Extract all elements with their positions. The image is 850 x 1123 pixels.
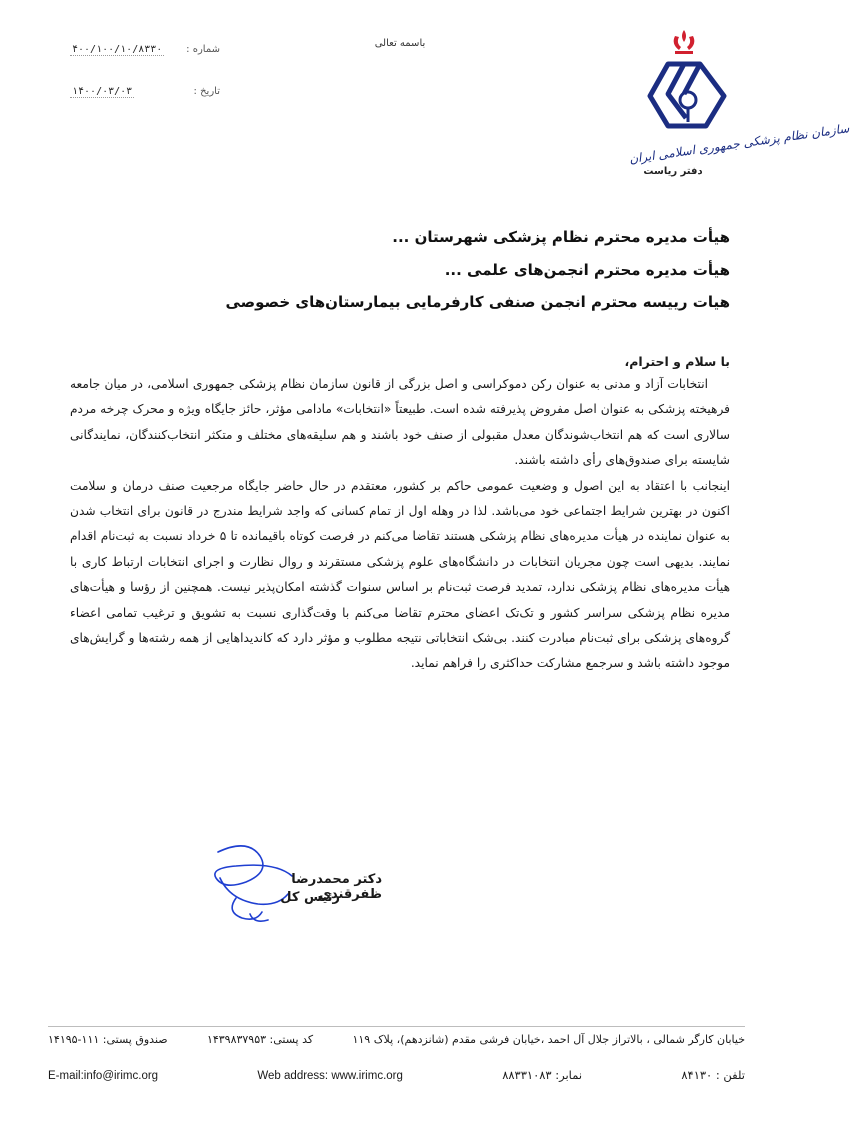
footer-po-box: صندوق پستی: ۱۱۱-۱۴۱۹۵ xyxy=(48,1033,168,1046)
footer-web: Web address: www.irimc.org xyxy=(257,1070,403,1082)
basmala: باسمه تعالی xyxy=(374,38,426,49)
office-label: دفتر ریاست xyxy=(643,166,703,177)
body-paragraph-2: اینجانب با اعتقاد به این اصول و وضعیت عمومی حاکم بر کشور، معتقدم در حال حاضر جایگاه مرجعیت صنف درمان و سلامت اکنون در بهترین شرایط اجتماعی خود می‌باشد. لذا در وهله اول از تمام کسانی که واجد شرایط مندرج در قانون برای انتخاب شدن به عنوان نماینده در هیأت مدیره‌های نظام پزشکی هستند تقاضا می‌کنم در فرصت کوتاه باقیمانده تا ۵ خرداد نسبت به ثبت‌نام اقدام نمایند. بدیهی است چون مجریان انتخابات در دانشگاه‌های علوم پزشکی مستقرند و روال نظارت و اجرای انتخابات ارتباط کاری با هیأت مدیره‌های نظام پزشکی ندارد، تمدید فرصت ثبت‌نام بر اساس سنوات گذشته امکان‌پذیر نیست. همچنین از رؤسا و هیأت‌های مدیره نظام پزشکی سراسر کشور و تک‌تک اعضای محترم تقاضا می‌کنم با وقت‌گذاری نسبت به تشویق و ترغیب تمامی اعضاء گروه‌های پزشکی برای ثبت‌نام مبادرت کنند. بی‌شک انتخاباتی نتیجه مطلوب و مؤثر دارد که کاندیداهایی از همه رشته‌ها و گرایش‌های موجود داشته باشد و سرجمع مشارکت حداکثری را فراهم نماید. xyxy=(70,478,730,671)
greeting: با سلام و احترام، xyxy=(624,354,730,369)
footer-contact-line xyxy=(48,1068,745,1082)
organization-caption: سازمان نظام پزشکی جمهوری اسلامی ایران xyxy=(628,121,850,167)
footer-divider xyxy=(48,1026,745,1027)
signatory-name: دکتر محمدرضا ظفرقندی xyxy=(291,872,382,902)
addressee-line-2: هیأت مدیره محترم انجمن‌های علمی ... xyxy=(444,261,730,279)
letter-body xyxy=(70,372,730,677)
footer-postal-code: کد پستی: ۱۴۳۹۸۳۷۹۵۳ xyxy=(206,1033,314,1046)
footer-address: خیابان کارگر شمالی ، بالاتراز جلال آل احمد ،خیابان فرشی مقدم (شانزدهم)، پلاک ۱۱۹ xyxy=(352,1033,745,1046)
footer-email: E-mail:info@irimc.org xyxy=(48,1070,159,1082)
letter-date-row xyxy=(70,86,220,98)
footer-phone: تلفن : ۸۴۱۳۰ xyxy=(681,1068,745,1082)
organization-logo xyxy=(628,26,850,186)
letter-number-value: ۴۰۰/۱۰۰/۱۰/۸۳۳۰ xyxy=(72,44,163,55)
signatory-title: رئیس کل xyxy=(280,890,340,905)
letter-date-label: تاریخ : xyxy=(193,86,220,97)
footer-fax: نمابر: ۸۸۳۳۱۰۸۳ xyxy=(502,1068,583,1082)
addressee-line-3: هیات رییسه محترم انجمن صنفی کارفرمایی بیمارستان‌های خصوصی xyxy=(225,293,730,311)
letter-number-label: شماره : xyxy=(186,44,220,55)
addressee-line-1: هیأت مدیره محترم نظام پزشکی شهرستان ... xyxy=(392,228,730,246)
body-paragraph-1: انتخابات آزاد و مدنی به عنوان رکن دموکراسی و اصل بزرگی از قانون سازمان نظام پزشکی جمهوری اسلامی، در میان جامعه فرهیخته پزشکی به عنوان اصل مفروض پذیرفته شده است. طبیعتاً «انتخابات» مادامی مؤثر، حائز جایگاه ویژه و محرک چرخه مردم سالاری است که هم انتخاب‌شوندگان معدل مقبولی از صنف خود باشند و هم سلیقه‌های مختلف و متکثر انتخاب‌کنندگان، نمایندگانی شایسته برای صندوق‌های رأی داشته باشند. xyxy=(70,377,730,468)
letter-number-row xyxy=(70,44,220,56)
letter-date-value: ۱۴۰۰/۰۳/۰۳ xyxy=(72,86,133,97)
footer-address-line xyxy=(48,1033,745,1046)
